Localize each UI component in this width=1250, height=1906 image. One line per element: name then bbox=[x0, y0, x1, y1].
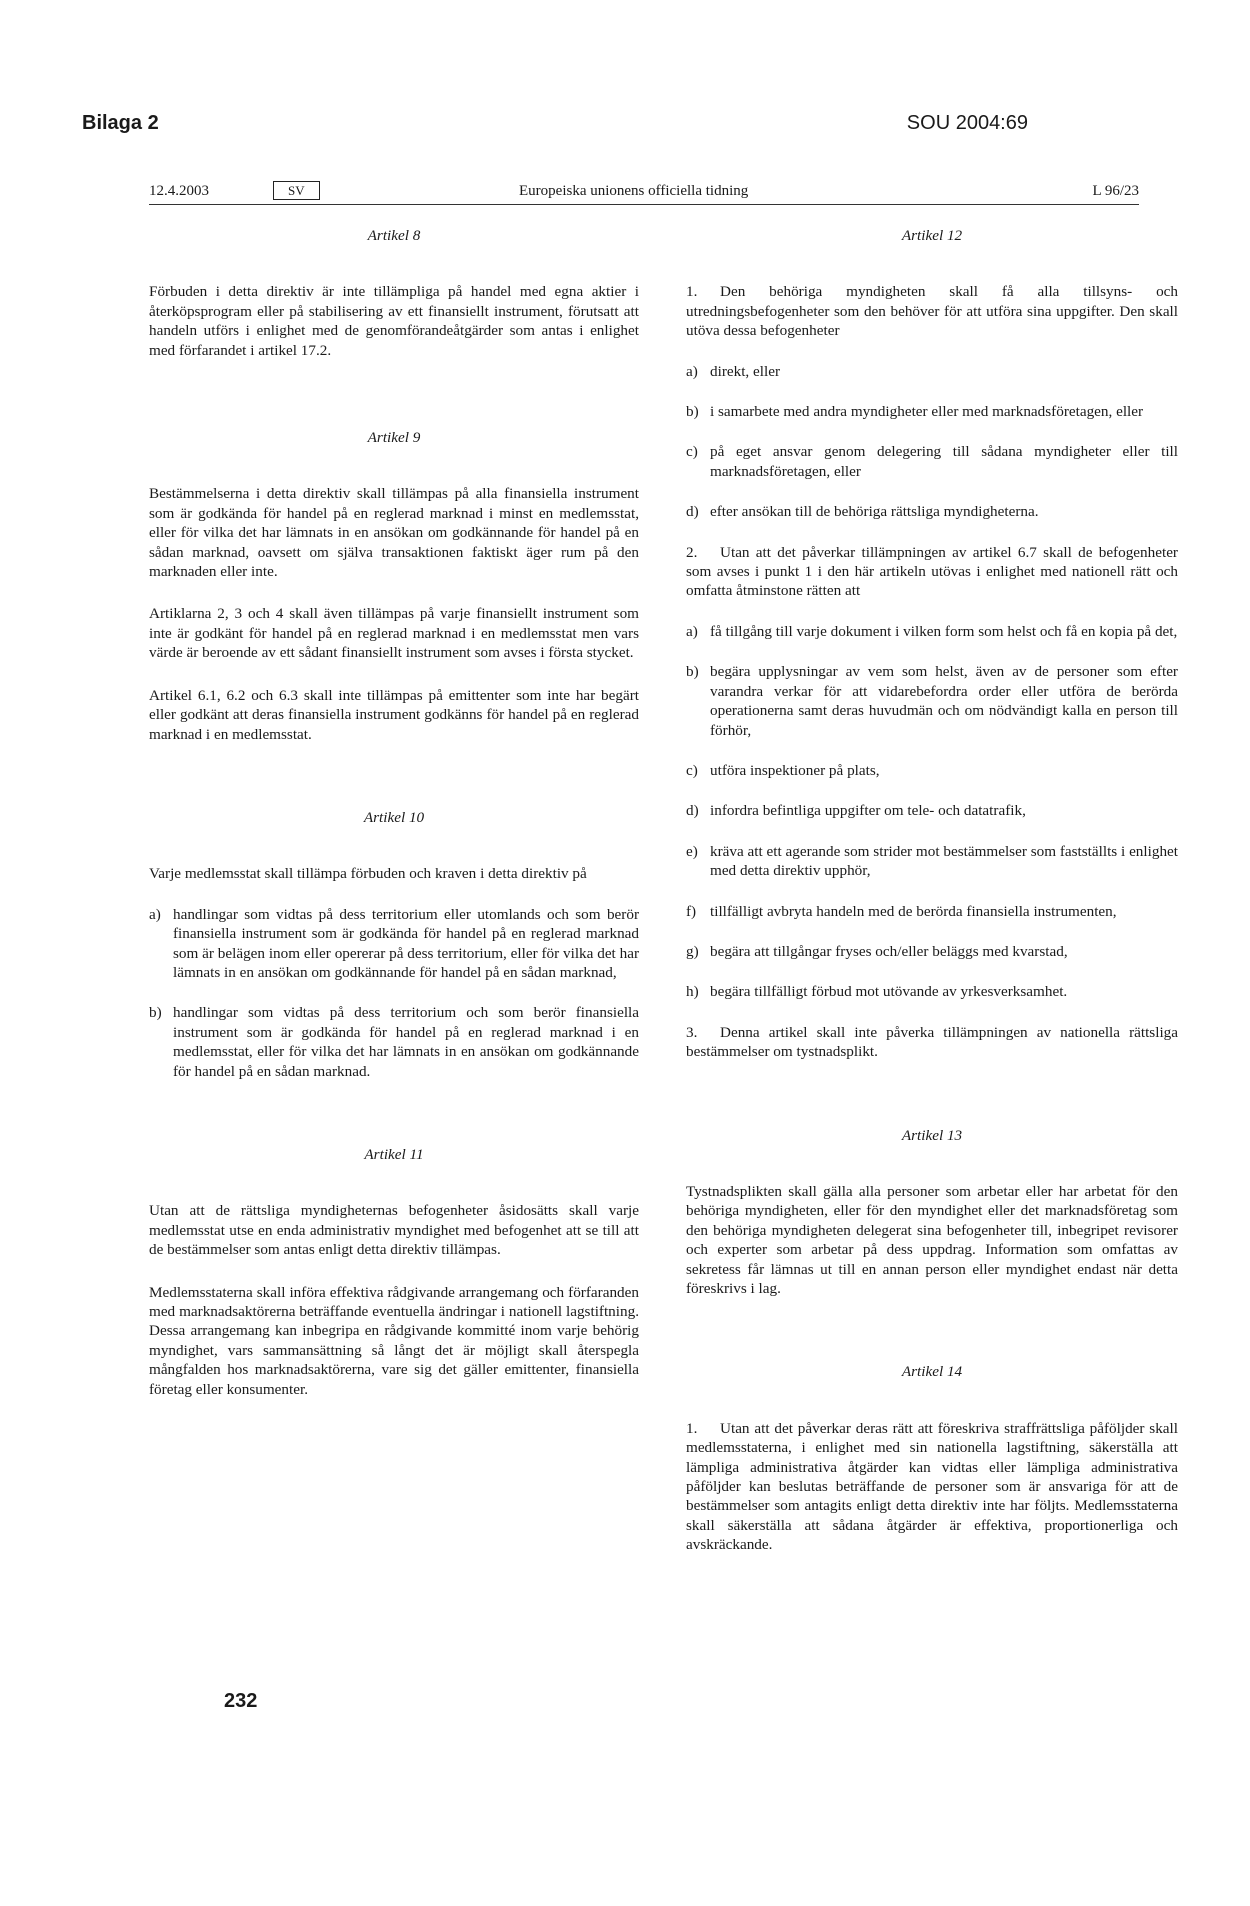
left-column bbox=[149, 226, 639, 1420]
list-item-label: d) bbox=[686, 503, 699, 521]
list-item-label: a) bbox=[686, 622, 698, 640]
article-9-paragraph-1: Bestämmelserna i detta direktiv skall tillämpas på alla finansiella instrument som är godkända för handel på en reglerad marknad i minst en medlemsstat, eller för vilka det har lämnats in en ansökan om godkännande för handel på en sådan marknad, oavsett om själva transaktionen faktiskt äger rum på den marknaden eller inte. bbox=[149, 485, 639, 581]
list-item bbox=[686, 402, 1178, 421]
list-item-text: begära upplysningar av vem som helst, även av de personer som efter varandra verkar för att vidarebefordra order eller utföra de berörda operationerna samt deras huvudmän och om nödvändigt kalla en person till förhör, bbox=[710, 663, 1178, 739]
article-10-title: Artikel 10 bbox=[363, 808, 425, 826]
language-box: SV bbox=[273, 181, 320, 200]
list-item-text: i samarbete med andra myndigheter eller med marknadsföretagen, eller bbox=[710, 403, 1144, 421]
list-item-label: a) bbox=[686, 362, 698, 380]
list-item-label: c) bbox=[686, 761, 698, 779]
list-item-label: b) bbox=[686, 403, 699, 421]
paragraph-number: 1. bbox=[686, 283, 698, 301]
list-item bbox=[149, 905, 639, 983]
list-item-label: f) bbox=[686, 902, 697, 920]
paragraph-number: 3. bbox=[686, 1023, 698, 1041]
list-item bbox=[686, 502, 1178, 521]
list-item-text: handlingar som vidtas på dess territorium eller utomlands och som berör finansiella instrument som är godkända för handel på en reglerad marknad som är belägen inom eller opererar på dess territorium, eller för vilka det har lämnats in en ansökan om godkännande för handel på en sådan marknad, bbox=[173, 905, 639, 981]
list-item bbox=[686, 902, 1178, 921]
list-item bbox=[686, 362, 1178, 381]
list-item-text: utföra inspektioner på plats, bbox=[710, 761, 880, 779]
list-item-label: g) bbox=[686, 942, 699, 960]
list-item-text: på eget ansvar genom delegering till sådana myndigheter eller till marknadsföretagen, eller bbox=[710, 443, 1178, 480]
list-item bbox=[686, 801, 1178, 820]
list-item bbox=[686, 942, 1178, 961]
article-12-paragraph-3 bbox=[686, 1023, 1178, 1062]
paragraph-number: 1. bbox=[686, 1419, 698, 1437]
article-14-paragraph-1 bbox=[686, 1419, 1178, 1555]
article-8-title: Artikel 8 bbox=[367, 227, 421, 244]
journal-header bbox=[149, 180, 1139, 210]
annex-label: Bilaga 2 bbox=[82, 112, 159, 134]
list-item-text: tillfälligt avbryta handeln med de berörda finansiella instrumenten, bbox=[710, 902, 1117, 920]
list-item bbox=[686, 761, 1178, 780]
article-14-title: Artikel 14 bbox=[901, 1363, 963, 1381]
article-8-paragraph: Förbuden i detta direktiv är inte tillämpliga på handel med egna aktier i återköpsprogram eller på stabilisering av ett finansiellt instrument, förutsatt att handeln utförs i enlighet med de genomförandeåtgärder som antas i enlighet med förfarandet i artikel 17.2. bbox=[149, 283, 639, 359]
article-12-title: Artikel 12 bbox=[901, 227, 963, 244]
right-column bbox=[686, 226, 1178, 1576]
list-item bbox=[686, 662, 1178, 740]
list-item-text: efter ansökan till de behöriga rättsliga myndigheterna. bbox=[710, 503, 1039, 521]
list-item-label: c) bbox=[686, 443, 698, 461]
article-9-paragraph-2: Artiklarna 2, 3 och 4 skall även tillämpas på varje finansiellt instrument som inte är godkänt för handel på en reglerad marknad i en medlemsstat men vars värde är beroende av ett sådant finansiellt instrument som avses i första stycket. bbox=[149, 605, 639, 662]
list-item bbox=[686, 622, 1178, 641]
list-item bbox=[686, 982, 1178, 1001]
list-item-label: b) bbox=[686, 663, 699, 681]
list-item-label: a) bbox=[149, 905, 161, 923]
header-rule bbox=[149, 204, 1139, 205]
article-10-intro: Varje medlemsstat skall tillämpa förbuden och kraven i detta direktiv på bbox=[149, 865, 587, 883]
paragraph-text: Utan att det påverkar tillämpningen av artikel 6.7 skall de befogenheter som avses i punkt 1 i den här artikeln utövas i enlighet med nationell rätt och omfatta åtminstone rätten att bbox=[686, 543, 1178, 600]
list-item-text: handlingar som vidtas på dess territorium och som berör finansiella instrument som är godkända för handel på en reglerad marknad i en medlemsstat, eller för vilka det har lämnats in en ansökan om godkännande för handel på en sådan marknad. bbox=[173, 1004, 639, 1080]
article-11-title: Artikel 11 bbox=[364, 1145, 424, 1163]
paragraph-text: Den behöriga myndigheten skall få alla tillsyns- och utredningsbefogenheter som den behöver för att utföra sina uppgifter. Den skall utöva dessa befogenheter bbox=[686, 283, 1178, 340]
article-11-paragraph-2: Medlemsstaterna skall införa effektiva rådgivande arrangemang och förfaranden med marknadsaktörerna beträffande eventuella ändringar i nationell lagstiftning. Dessa arrangemang kan inbegripa en rådgivande kommitté inom varje behörig myndighet, vars sammansättning så långt det är möjligt skall återspegla mångfalden hos marknadsaktörerna, vare sig det gäller emittenter, finansiella företag eller konsumenter. bbox=[149, 1283, 639, 1398]
journal-date: 12.4.2003 bbox=[149, 183, 209, 199]
article-11-paragraph-1: Utan att de rättsliga myndigheternas befogenheter åsidosätts skall varje medlemsstat utse en enda administrativ myndighet med befogenhet att se till att de bestämmelser som antas enligt detta direktiv tillämpas. bbox=[149, 1202, 639, 1259]
report-reference: SOU 2004:69 bbox=[906, 112, 1028, 134]
list-item-text: få tillgång till varje dokument i vilken form som helst och få en kopia på det, bbox=[710, 622, 1178, 640]
list-item-text: begära att tillgångar fryses och/eller beläggs med kvarstad, bbox=[710, 942, 1068, 960]
article-12-paragraph-2 bbox=[686, 543, 1178, 601]
paragraph-text: Denna artikel skall inte påverka tillämpningen av nationella rättsliga bestämmelser om tystnadsplikt. bbox=[686, 1023, 1178, 1061]
journal-page-ref: L 96/23 bbox=[1092, 183, 1139, 199]
list-item-text: begära tillfälligt förbud mot utövande av yrkesverksamhet. bbox=[710, 983, 1068, 1001]
paragraph-text: Utan att det påverkar deras rätt att föreskriva straffrättsliga påföljder skall medlemsstaterna, i enlighet med sin nationella lagstiftning, säkerställa att lämpliga administrativa åtgärder kan vidtas eller lämpliga administrativa påföljder kan beslutas beträffande de personer som är ansvariga för att de bestämmelser som antagits enligt detta direktiv inte har följts. Medlemsstaterna skall säkerställa att sådana åtgärder är effektiva, proportionerliga och avskräckande. bbox=[686, 1419, 1178, 1554]
article-13-title: Artikel 13 bbox=[901, 1126, 963, 1144]
list-item bbox=[149, 1003, 639, 1081]
list-item-text: infordra befintliga uppgifter om tele- och datatrafik, bbox=[710, 802, 1026, 820]
list-item bbox=[686, 442, 1178, 481]
article-12-paragraph-1 bbox=[686, 282, 1178, 340]
list-item-text: direkt, eller bbox=[710, 362, 780, 380]
page-number: 232 bbox=[224, 1690, 258, 1712]
list-item-label: h) bbox=[686, 983, 699, 1001]
list-item bbox=[686, 842, 1178, 881]
list-item-text: kräva att ett agerande som strider mot bestämmelser som fastställts i enlighet med detta direktiv upphör, bbox=[710, 842, 1178, 880]
article-9-title: Artikel 9 bbox=[367, 429, 421, 447]
list-item-label: e) bbox=[686, 842, 698, 860]
journal-title: Europeiska unionens officiella tidning bbox=[519, 183, 749, 199]
list-item-label: b) bbox=[149, 1004, 162, 1022]
article-13-paragraph: Tystnadsplikten skall gälla alla personer som arbetar eller har arbetat för den behöriga myndigheten, eller för den myndighet eller det marknadsföretag som den behöriga myndigheten delegerat sina befogenheter till, inbegripet revisorer och experter som arbetar på dess uppdrag. Information som omfattas av sekretess får lämnas ut till en annan person eller myndighet endast när detta föreskrivs i lag. bbox=[686, 1182, 1178, 1297]
article-9-paragraph-3: Artikel 6.1, 6.2 och 6.3 skall inte tillämpas på emittenter som inte har begärt eller godkänt att deras finansiella instrument godkänns för handel på en reglerad marknad i en medlemsstat. bbox=[149, 686, 639, 743]
list-item-label: d) bbox=[686, 802, 699, 820]
paragraph-number: 2. bbox=[686, 543, 698, 561]
